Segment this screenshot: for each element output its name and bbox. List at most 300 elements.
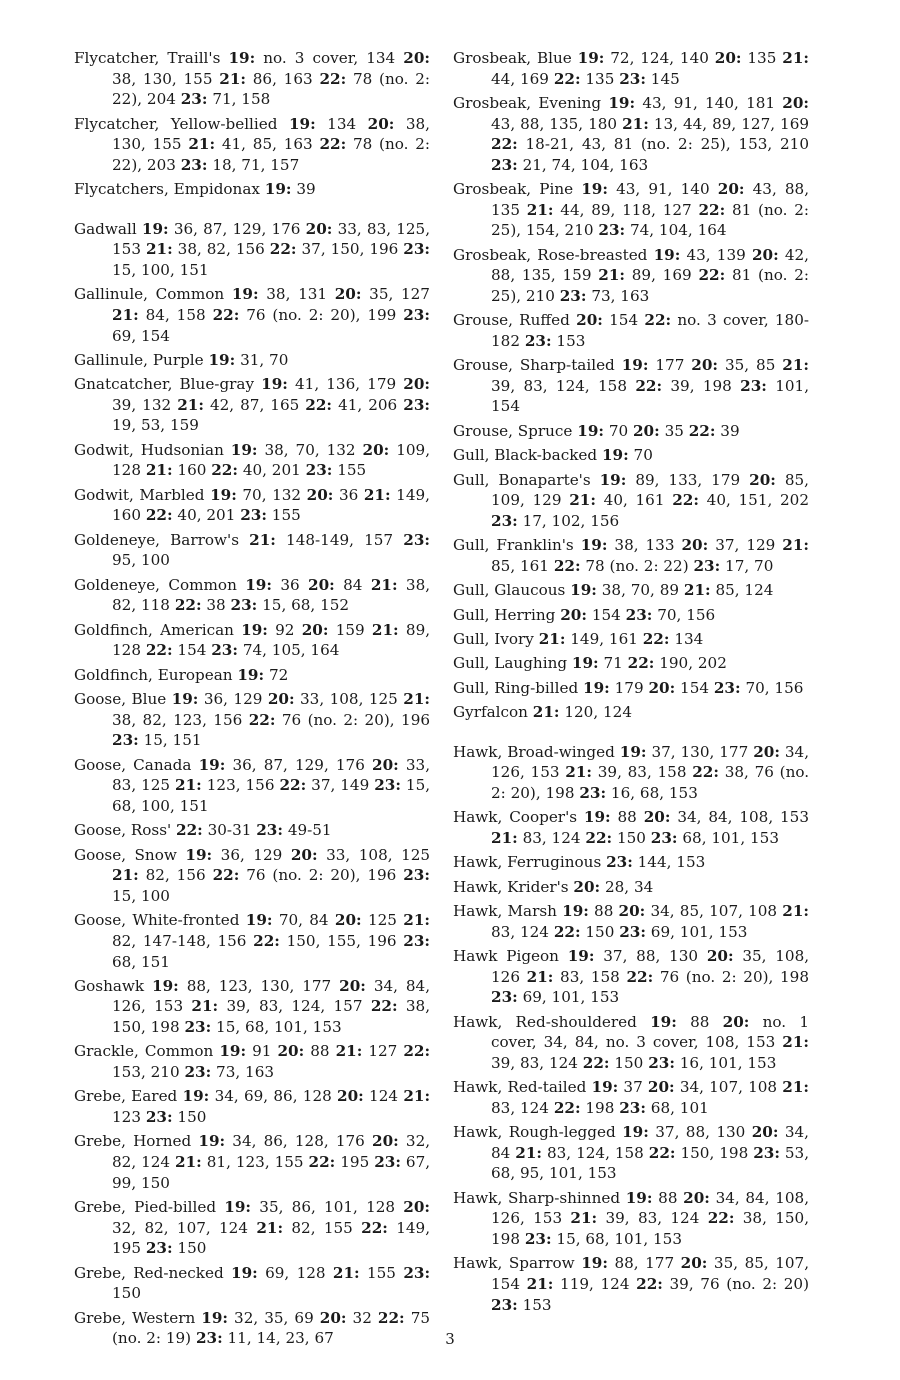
- volume-number: 20:: [717, 180, 745, 199]
- page-refs: 33, 83, 125: [112, 755, 431, 795]
- volume-number: 19:: [599, 470, 627, 489]
- volume-number: 19:: [198, 755, 226, 774]
- page-refs: 73, 163: [216, 1063, 275, 1082]
- volume-number: 19:: [653, 245, 681, 264]
- entry-name: Godwit, Hudsonian: [74, 440, 224, 459]
- entry-name: Gallinule, Purple: [74, 350, 204, 369]
- page-refs: 38, 82, 123, 156: [112, 710, 243, 729]
- page-refs: 177: [655, 356, 685, 375]
- index-entry: [453, 653, 809, 674]
- index-entry: [74, 1197, 430, 1259]
- volume-number: 23:: [403, 395, 430, 414]
- index-entry: [453, 605, 809, 626]
- volume-number: 20:: [683, 1188, 710, 1207]
- index-entry: [453, 1012, 809, 1074]
- volume-number: 23:: [256, 821, 283, 840]
- page-refs: 39, 83, 124: [491, 1053, 578, 1072]
- volume-number: 23:: [184, 1063, 212, 1082]
- volume-number: 21:: [403, 1087, 431, 1106]
- entry-name: Goldfinch, American: [74, 620, 234, 639]
- page-refs: 82, 147-148, 156: [112, 931, 247, 950]
- page-refs: 43, 88, 135, 180: [491, 114, 618, 133]
- volume-number: 19:: [230, 440, 258, 459]
- index-entry: [453, 310, 809, 351]
- page-refs: 88, 123, 130, 177: [186, 976, 332, 995]
- volume-number: 23:: [491, 155, 518, 174]
- volume-number: 23:: [195, 1329, 223, 1348]
- volume-number: 21:: [538, 630, 566, 648]
- index-entry: [453, 852, 809, 873]
- index-entry: [74, 440, 430, 481]
- volume-number: 21:: [256, 1218, 284, 1237]
- page-refs: 123, 156: [206, 776, 275, 795]
- page-refs: 109, 128: [112, 440, 431, 480]
- page-refs: 150: [112, 1284, 141, 1303]
- page-refs: 42, 87, 165: [209, 395, 300, 414]
- page-refs: no. 3 cover, 180-182: [491, 311, 810, 350]
- volume-number: 19:: [231, 285, 259, 304]
- page-refs: 40, 151, 202: [706, 491, 810, 510]
- entry-name: Gull, Ivory: [453, 630, 534, 648]
- index-entry: [74, 845, 430, 907]
- page-refs: 40, 201: [177, 506, 236, 525]
- volume-number: 21:: [526, 967, 554, 986]
- page-refs: 69, 154: [112, 326, 170, 345]
- index-entry: [453, 877, 809, 898]
- volume-number: 19:: [152, 976, 179, 995]
- entry-name: Hawk, Sharp-shinned: [453, 1188, 621, 1207]
- volume-number: 19:: [601, 446, 629, 465]
- entry-name: Gull, Ring-billed: [453, 678, 579, 697]
- page-refs: 49-51: [287, 821, 332, 840]
- page-refs: 16, 101, 153: [679, 1053, 777, 1072]
- page-refs: 88: [617, 808, 637, 827]
- index-entry: [453, 1077, 809, 1118]
- page-refs: 154: [609, 311, 639, 330]
- volume-number: 23:: [606, 853, 633, 872]
- volume-number: 22:: [642, 630, 670, 648]
- page-refs: 83, 158: [560, 967, 620, 986]
- volume-number: 20:: [749, 470, 776, 489]
- volume-number: 21:: [332, 1263, 360, 1282]
- volume-number: 22:: [361, 1218, 388, 1237]
- volume-number: 20:: [267, 690, 295, 709]
- volume-number: 20:: [372, 755, 399, 774]
- volume-number: 20:: [339, 976, 366, 995]
- volume-number: 22:: [627, 654, 655, 673]
- page-refs: 150: [585, 922, 615, 941]
- volume-number: 21:: [145, 461, 173, 480]
- page-refs: 85, 124: [715, 581, 774, 600]
- volume-number: 23:: [112, 731, 139, 750]
- volume-number: 22:: [145, 506, 173, 525]
- page-refs: 33, 108, 125: [326, 845, 431, 864]
- entry-name: Goldfinch, European: [74, 665, 233, 684]
- page-refs: 155: [366, 1263, 396, 1282]
- volume-number: 23:: [713, 678, 741, 697]
- page-refs: 28, 34: [604, 877, 654, 896]
- volume-number: 22:: [626, 967, 654, 986]
- page-refs: 16, 68, 153: [610, 783, 698, 802]
- page-refs: 39, 83, 158: [597, 763, 687, 782]
- volume-number: 19:: [245, 575, 272, 594]
- index-entry: [74, 620, 430, 661]
- page-refs: 35, 108, 126: [491, 947, 810, 986]
- volume-number: 21:: [112, 305, 139, 324]
- volume-number: 19:: [224, 1198, 252, 1217]
- volume-number: 20:: [632, 421, 660, 440]
- index-entry: [453, 179, 809, 241]
- volume-number: 22:: [253, 931, 280, 950]
- page-refs: 38, 82, 156: [177, 240, 265, 259]
- page-refs: 78 (no. 2: 22), 203: [112, 135, 431, 174]
- page-refs: 150: [614, 1053, 644, 1072]
- volume-number: 22:: [553, 1098, 581, 1117]
- volume-number: 20:: [782, 93, 810, 112]
- page-refs: 78 (no. 2: 22), 204: [112, 69, 430, 109]
- entry-name: Gull, Bonaparte's: [453, 470, 591, 489]
- page-refs: 149, 161: [570, 630, 638, 648]
- volume-number: 23:: [180, 155, 208, 174]
- volume-number: 23:: [491, 988, 518, 1007]
- page-refs: 43, 139: [686, 245, 746, 264]
- page-refs: 85, 161: [491, 556, 549, 575]
- page-refs: 39, 83, 124, 157: [226, 997, 363, 1016]
- page-refs: 15, 68, 152: [262, 596, 350, 615]
- volume-number: 22:: [319, 135, 347, 154]
- index-entry: [74, 114, 430, 176]
- page-refs: 119, 124: [560, 1274, 630, 1293]
- entry-name: Hawk, Red-tailed: [453, 1078, 587, 1097]
- volume-number: 21:: [683, 581, 711, 600]
- page-refs: 150: [177, 1108, 207, 1127]
- entry-name: Hawk, Krider's: [453, 877, 569, 896]
- volume-number: 21:: [491, 828, 518, 847]
- volume-number: 19:: [622, 1123, 649, 1142]
- page-refs: 17, 70: [725, 556, 774, 575]
- entry-name: Gull, Herring: [453, 605, 556, 624]
- volume-number: 23:: [619, 1098, 646, 1117]
- entry-name: Goldeneye, Barrow's: [74, 530, 239, 549]
- volume-number: 20:: [576, 311, 603, 330]
- volume-number: 21:: [598, 266, 625, 285]
- volume-number: 22:: [698, 200, 726, 219]
- entry-name: Grebe, Eared: [74, 1087, 178, 1106]
- index-entry: [74, 374, 430, 436]
- index-entry: [74, 575, 430, 616]
- page-refs: 88: [658, 1188, 678, 1207]
- volume-number: 22:: [248, 710, 276, 729]
- page-refs: 36, 129: [203, 690, 263, 709]
- volume-number: 21:: [515, 1143, 543, 1162]
- index-entry: [74, 820, 430, 841]
- page-refs: 38, 150, 198: [491, 1209, 810, 1248]
- volume-number: 22:: [145, 641, 173, 660]
- page-refs: 37, 150, 196: [301, 240, 399, 259]
- page-refs: 30-31: [207, 821, 252, 840]
- volume-number: 19:: [208, 350, 236, 369]
- volume-number: 22:: [319, 69, 347, 88]
- page-refs: 39, 132: [112, 395, 172, 414]
- page-refs: 38, 130, 155: [112, 69, 213, 88]
- volume-number: 19:: [619, 742, 647, 761]
- index-entry: [453, 245, 809, 307]
- volume-number: 23:: [184, 1018, 212, 1037]
- volume-number: 19:: [245, 911, 273, 930]
- volume-number: 23:: [625, 605, 653, 624]
- volume-number: 20:: [751, 1123, 779, 1142]
- volume-number: 19:: [210, 485, 237, 504]
- volume-number: 21:: [782, 356, 810, 375]
- entry-name: Grouse, Sharp-tailed: [453, 356, 615, 375]
- page-refs: 15, 68, 101, 153: [216, 1018, 342, 1037]
- index-entry: [453, 1253, 809, 1315]
- volume-number: 20:: [367, 114, 395, 133]
- page-refs: 43, 88, 135: [491, 180, 810, 219]
- volume-number: 19:: [231, 1263, 258, 1282]
- volume-number: 20:: [681, 536, 709, 555]
- page-refs: 18-21, 43, 81 (no. 2: 25), 153, 210: [525, 135, 809, 154]
- volume-number: 19:: [621, 356, 649, 375]
- page-refs: 153: [556, 331, 586, 350]
- volume-number: 23:: [491, 1295, 518, 1314]
- page-refs: 34, 69, 86, 128: [214, 1087, 332, 1106]
- volume-number: 23:: [648, 1053, 675, 1072]
- entry-name: Goldeneye, Common: [74, 575, 237, 594]
- volume-number: 20:: [647, 1078, 675, 1097]
- volume-number: 19:: [608, 93, 636, 112]
- volume-number: 20:: [643, 808, 671, 827]
- volume-number: 20:: [706, 947, 734, 966]
- volume-number: 20:: [372, 1132, 399, 1151]
- volume-number: 23:: [619, 69, 646, 88]
- volume-number: 20:: [308, 575, 335, 594]
- page-refs: 84, 158: [145, 305, 206, 324]
- page-refs: 71: [603, 654, 623, 673]
- page-refs: 92: [275, 620, 295, 639]
- entry-name: Grackle, Common: [74, 1042, 214, 1061]
- page-refs: 74, 104, 164: [629, 221, 727, 240]
- page-refs: 78 (no. 2: 22): [585, 556, 689, 575]
- page-refs: 40, 201: [242, 461, 301, 480]
- page-refs: 82, 155: [291, 1218, 353, 1237]
- index-entry: [453, 629, 809, 650]
- volume-number: 23:: [598, 221, 626, 240]
- page-refs: 134: [674, 630, 704, 648]
- index-entry: [453, 470, 809, 532]
- index-entry: [74, 755, 430, 817]
- page-refs: 39, 198: [670, 376, 732, 395]
- volume-number: 20:: [277, 1042, 305, 1061]
- entry-name: Grouse, Spruce: [453, 421, 573, 440]
- page-refs: 89, 133, 179: [635, 470, 741, 489]
- index-entry: [453, 807, 809, 848]
- index-entry: [74, 1041, 430, 1082]
- index-entry: [74, 350, 430, 371]
- page-refs: 39: [720, 421, 740, 440]
- page-refs: 86, 163: [252, 69, 313, 88]
- page-refs: 38, 76 (no. 2: 20), 198: [491, 763, 810, 802]
- entry-name: Grosbeak, Evening: [453, 93, 602, 112]
- page-refs: 88: [310, 1042, 330, 1061]
- volume-number: 19:: [570, 581, 597, 600]
- entry-name: Flycatcher, Traill's: [74, 49, 221, 67]
- page-refs: 37, 88, 130: [603, 947, 699, 966]
- volume-number: 23:: [230, 596, 258, 615]
- volume-number: 23:: [403, 530, 430, 549]
- volume-number: 22:: [212, 305, 240, 324]
- volume-number: 23:: [180, 90, 208, 109]
- volume-number: 21:: [782, 1033, 809, 1052]
- page-refs: 70, 84: [278, 911, 329, 930]
- volume-number: 23:: [559, 286, 587, 305]
- page-refs: 67, 99, 150: [112, 1153, 431, 1192]
- volume-number: 20:: [722, 1012, 750, 1031]
- volume-number: 23:: [403, 305, 430, 324]
- volume-number: 21:: [782, 49, 809, 67]
- page-refs: 159: [335, 620, 365, 639]
- page-refs: 70: [633, 446, 653, 465]
- entry-name: Flycatcher, Yellow-bellied: [74, 114, 278, 133]
- page-refs: 34, 84, 126, 153: [112, 976, 431, 1016]
- page-refs: 31, 70: [240, 350, 289, 369]
- page-refs: 155: [337, 461, 367, 480]
- volume-number: 19:: [141, 219, 169, 238]
- page-refs: 81 (no. 2: 25), 210: [491, 266, 809, 305]
- volume-number: 20:: [306, 485, 334, 504]
- page-refs: 38, 130, 155: [112, 114, 431, 154]
- volume-number: 19:: [571, 654, 599, 673]
- page-refs: 38, 131: [266, 285, 328, 304]
- volume-number: 19:: [228, 49, 256, 67]
- page-refs: 33, 83, 125, 153: [112, 219, 431, 259]
- volume-number: 23:: [693, 556, 721, 575]
- index-entry: [453, 678, 809, 699]
- page-refs: 44, 169: [491, 69, 549, 88]
- page-refs: 89, 128: [112, 620, 431, 660]
- volume-number: 21:: [175, 776, 202, 795]
- volume-number: 19:: [185, 845, 213, 864]
- entry-name: Godwit, Marbled: [74, 485, 205, 504]
- entry-name: Gull, Glaucous: [453, 581, 566, 600]
- page-refs: 179: [614, 678, 644, 697]
- page-refs: 38, 70, 132: [264, 440, 356, 459]
- entry-name: Gnatcatcher, Blue-gray: [74, 375, 255, 394]
- volume-number: 19:: [581, 1254, 608, 1273]
- volume-number: 19:: [591, 1078, 619, 1097]
- volume-number: 22:: [211, 461, 238, 480]
- page-refs: 76 (no. 2: 20), 196: [281, 710, 431, 729]
- page-refs: 76 (no. 2: 20), 196: [246, 866, 397, 885]
- page-refs: 198: [585, 1098, 615, 1117]
- page-refs: 76 (no. 2: 20), 199: [246, 305, 397, 324]
- page-refs: 39, 83, 124: [605, 1209, 700, 1228]
- page-refs: 40, 161: [603, 491, 665, 510]
- page-refs: 82, 156: [145, 866, 206, 885]
- volume-number: 19:: [237, 665, 265, 684]
- volume-number: 21:: [370, 575, 398, 594]
- page-refs: 124: [369, 1087, 399, 1106]
- entry-name: Grebe, Red-necked: [74, 1263, 224, 1282]
- volume-number: 23:: [374, 776, 401, 795]
- volume-number: 23:: [524, 1230, 552, 1248]
- index-entry: [74, 284, 430, 346]
- volume-number: 21:: [249, 530, 276, 549]
- page-refs: 36, 87, 129, 176: [232, 755, 365, 774]
- page-refs: 36, 87, 129, 176: [173, 219, 301, 238]
- entry-name: Hawk, Red-shouldered: [453, 1012, 637, 1031]
- page-refs: 32, 82, 107, 124: [112, 1218, 249, 1237]
- volume-number: 22:: [553, 922, 581, 941]
- page-refs: 35, 85: [724, 356, 776, 375]
- page-refs: 32: [352, 1308, 372, 1327]
- page-refs: 153, 210: [112, 1063, 180, 1082]
- page-refs: 34, 84, 108, 126, 153: [491, 1188, 810, 1228]
- page-refs: 15, 151: [143, 731, 202, 750]
- volume-number: 20:: [691, 356, 719, 375]
- page-refs: 34, 84, 108, 153: [677, 808, 809, 827]
- volume-number: 22:: [585, 828, 613, 847]
- page-refs: 36, 129: [220, 845, 283, 864]
- index-entry: [453, 93, 809, 175]
- page-refs: 149, 160: [112, 485, 430, 525]
- page-refs: 91: [252, 1042, 272, 1061]
- index-entry: [74, 976, 430, 1038]
- entry-name: Hawk, Cooper's: [453, 808, 578, 827]
- entry-name: Goose, Blue: [74, 690, 167, 709]
- volume-number: 20:: [753, 742, 780, 761]
- page-refs: 21, 74, 104, 163: [522, 155, 649, 174]
- entry-name: Gull, Laughing: [453, 654, 568, 673]
- page-refs: 150, 198: [680, 1143, 749, 1162]
- index-entry: [74, 219, 430, 281]
- volume-number: 19:: [577, 421, 604, 440]
- page-refs: 134: [327, 114, 357, 133]
- page-refs: 150: [616, 828, 646, 847]
- page-refs: 38, 150, 198: [112, 997, 431, 1037]
- volume-number: 23:: [240, 506, 267, 525]
- volume-number: 22:: [269, 240, 297, 259]
- page-refs: 81 (no. 2: 25), 154, 210: [491, 200, 810, 240]
- page-refs: 69, 101, 153: [522, 988, 620, 1007]
- page-refs: 72, 124, 140: [610, 49, 709, 67]
- volume-number: 22:: [174, 596, 202, 615]
- volume-number: 20:: [334, 285, 362, 304]
- volume-number: 23:: [524, 331, 552, 350]
- page-refs: 32, 35, 69: [234, 1308, 314, 1327]
- volume-number: 19:: [583, 808, 611, 827]
- entry-name: Flycatchers, Empidonax: [74, 180, 260, 199]
- volume-number: 21:: [145, 240, 173, 259]
- page-refs: 39, 83, 124, 158: [491, 376, 628, 395]
- volume-number: 20:: [305, 219, 333, 238]
- index-entry: [453, 580, 809, 601]
- index-entry: [453, 702, 809, 723]
- page-refs: 42, 88, 135, 159: [491, 245, 809, 285]
- page-refs: 15, 100, 151: [112, 260, 209, 279]
- entry-name: Goshawk: [74, 976, 145, 995]
- volume-number: 19:: [198, 1132, 226, 1151]
- volume-number: 21:: [526, 1274, 554, 1293]
- volume-number: 21:: [177, 395, 204, 414]
- page-refs: 18, 71, 157: [212, 155, 300, 174]
- volume-number: 20:: [319, 1308, 347, 1327]
- volume-number: 21:: [782, 902, 810, 921]
- volume-number: 21:: [371, 620, 399, 639]
- entry-name: Goose, White-fronted: [74, 911, 240, 930]
- volume-number: 23:: [403, 240, 431, 259]
- page-refs: 38: [206, 596, 226, 615]
